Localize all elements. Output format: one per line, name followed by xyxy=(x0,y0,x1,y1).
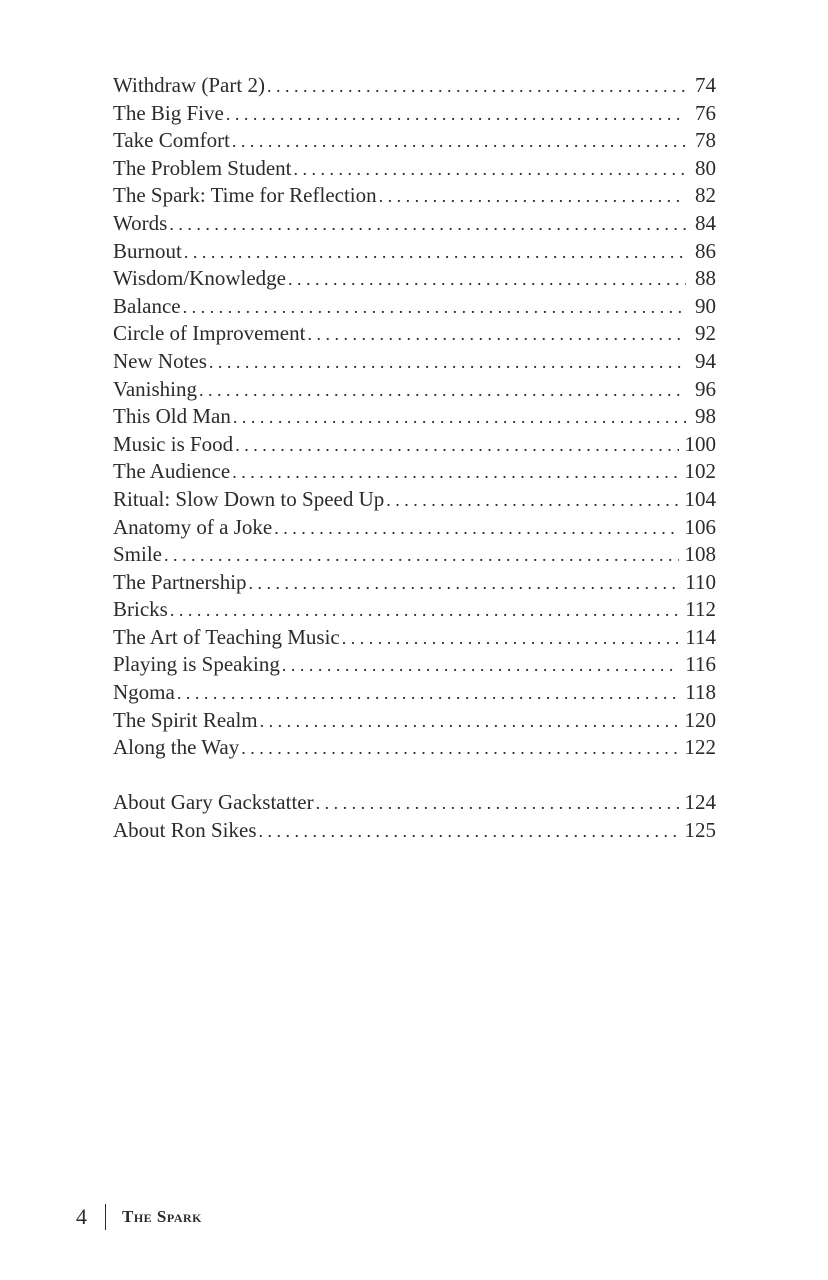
dot-leader xyxy=(260,708,679,736)
toc-entry-title: The Art of Teaching Music xyxy=(113,624,340,649)
toc-entry-title: Balance xyxy=(113,293,181,318)
toc-entry-title: Playing is Speaking xyxy=(113,652,280,677)
toc-about-list xyxy=(113,789,716,844)
toc-entry xyxy=(113,514,716,542)
toc-entry xyxy=(113,210,716,238)
toc-entry-page: 90 xyxy=(695,293,716,318)
toc-entry-page: 102 xyxy=(684,459,716,484)
toc-entry-page: 120 xyxy=(684,707,716,732)
section-gap xyxy=(113,762,716,790)
toc-entry xyxy=(113,458,716,486)
running-head: The Spark xyxy=(122,1207,202,1226)
toc-entry-page: 96 xyxy=(695,376,716,401)
toc-entry-title: Vanishing xyxy=(113,376,197,401)
toc-entry xyxy=(113,403,716,431)
toc-entry-page: 104 xyxy=(684,486,716,511)
page-footer xyxy=(76,1202,202,1232)
toc-entry-page: 125 xyxy=(684,818,716,843)
toc-entry xyxy=(113,431,716,459)
toc-entry xyxy=(113,265,716,293)
toc-entry-title: Withdraw (Part 2) xyxy=(113,73,265,97)
toc-entry xyxy=(113,238,716,266)
toc-entry xyxy=(113,541,716,569)
toc-entry-page: 116 xyxy=(685,652,716,677)
dot-leader xyxy=(235,432,678,460)
toc-entry-title: Words xyxy=(113,210,168,235)
toc-entry-page: 74 xyxy=(695,73,716,97)
toc-entry xyxy=(113,182,716,210)
toc-entry-title: Circle of Improvement xyxy=(113,321,306,346)
dot-leader xyxy=(226,101,686,129)
dot-leader xyxy=(199,377,686,405)
toc-entry-title: Burnout xyxy=(113,238,182,263)
toc-entry xyxy=(113,817,716,845)
toc-entry-title: Ngoma xyxy=(113,680,175,705)
toc-entry xyxy=(113,679,716,707)
toc-entry xyxy=(113,100,716,128)
toc-entry-title: This Old Man xyxy=(113,404,231,429)
toc-entry-title: The Big Five xyxy=(113,100,224,125)
toc-entry-title: The Spirit Realm xyxy=(113,707,258,732)
dot-leader xyxy=(288,266,686,294)
toc-entry-title: Along the Way xyxy=(113,735,240,760)
toc-entry-title: About Gary Gackstatter xyxy=(113,790,314,815)
toc-entry-page: 84 xyxy=(695,210,716,235)
dot-leader xyxy=(164,542,678,570)
toc-entry xyxy=(113,789,716,817)
toc-entry xyxy=(113,624,716,652)
dot-leader xyxy=(316,790,679,818)
toc-entry-page: 98 xyxy=(695,404,716,429)
toc-entry-page: 110 xyxy=(685,569,716,594)
toc-entry xyxy=(113,376,716,404)
toc-entry-title: Wisdom/Knowledge xyxy=(113,266,286,291)
toc-entry-page: 100 xyxy=(684,431,716,456)
dot-leader xyxy=(293,156,686,184)
toc-entry xyxy=(113,596,716,624)
toc-entry-title: Bricks xyxy=(113,597,168,622)
dot-leader xyxy=(233,404,686,432)
toc-entry xyxy=(113,127,716,155)
dot-leader xyxy=(169,211,686,239)
toc-entry xyxy=(113,651,716,679)
toc-entry-title: Take Comfort xyxy=(113,128,230,153)
toc-entry-page: 112 xyxy=(685,597,716,622)
toc-entry-page: 108 xyxy=(684,542,716,567)
toc-entry-title: Anatomy of a Joke xyxy=(113,514,273,539)
toc-entry-page: 124 xyxy=(684,790,716,815)
dot-leader xyxy=(232,459,678,487)
dot-leader xyxy=(282,652,679,680)
toc-entry xyxy=(113,486,716,514)
page-number: 4 xyxy=(76,1204,87,1229)
table-of-contents xyxy=(113,72,716,845)
toc-entry-title: Music is Food xyxy=(113,431,234,456)
dot-leader xyxy=(184,239,686,267)
toc-entry-page: 92 xyxy=(695,321,716,346)
toc-entry xyxy=(113,320,716,348)
toc-entry xyxy=(113,734,716,762)
toc-entry xyxy=(113,348,716,376)
dot-leader xyxy=(249,570,680,598)
toc-entry-page: 82 xyxy=(695,183,716,208)
toc-entry-page: 122 xyxy=(684,735,716,760)
toc-entry-page: 78 xyxy=(695,128,716,153)
toc-entry-page: 118 xyxy=(685,680,716,705)
dot-leader xyxy=(170,597,679,625)
dot-leader xyxy=(267,73,686,101)
footer-divider xyxy=(105,1204,106,1230)
dot-leader xyxy=(232,128,686,156)
toc-entry-title: New Notes xyxy=(113,348,207,373)
toc-entry-page: 114 xyxy=(685,624,716,649)
dot-leader xyxy=(241,735,678,763)
toc-entry-title: Ritual: Slow Down to Speed Up xyxy=(113,486,385,511)
dot-leader xyxy=(274,515,678,543)
toc-entry-title: The Problem Student xyxy=(113,155,292,180)
toc-entry-page: 80 xyxy=(695,155,716,180)
toc-entry-page: 106 xyxy=(684,514,716,539)
toc-entry xyxy=(113,569,716,597)
dot-leader xyxy=(386,487,678,515)
toc-entry xyxy=(113,293,716,321)
dot-leader xyxy=(177,680,679,708)
toc-entry-page: 94 xyxy=(695,348,716,373)
dot-leader xyxy=(209,349,686,377)
toc-entry xyxy=(113,72,716,100)
toc-entry-title: The Audience xyxy=(113,459,231,484)
dot-leader xyxy=(259,818,679,846)
toc-entry-title: About Ron Sikes xyxy=(113,818,257,843)
toc-chapter-list xyxy=(113,72,716,762)
dot-leader xyxy=(342,625,680,653)
dot-leader xyxy=(379,183,686,211)
toc-entry xyxy=(113,155,716,183)
toc-entry-title: The Spark: Time for Reflection xyxy=(113,183,377,208)
dot-leader xyxy=(183,294,686,322)
toc-entry-page: 86 xyxy=(695,238,716,263)
dot-leader xyxy=(307,321,686,349)
toc-entry-page: 76 xyxy=(695,100,716,125)
toc-entry-title: The Partnership xyxy=(113,569,247,594)
toc-entry-title: Smile xyxy=(113,542,163,567)
toc-entry xyxy=(113,707,716,735)
toc-entry-page: 88 xyxy=(695,266,716,291)
